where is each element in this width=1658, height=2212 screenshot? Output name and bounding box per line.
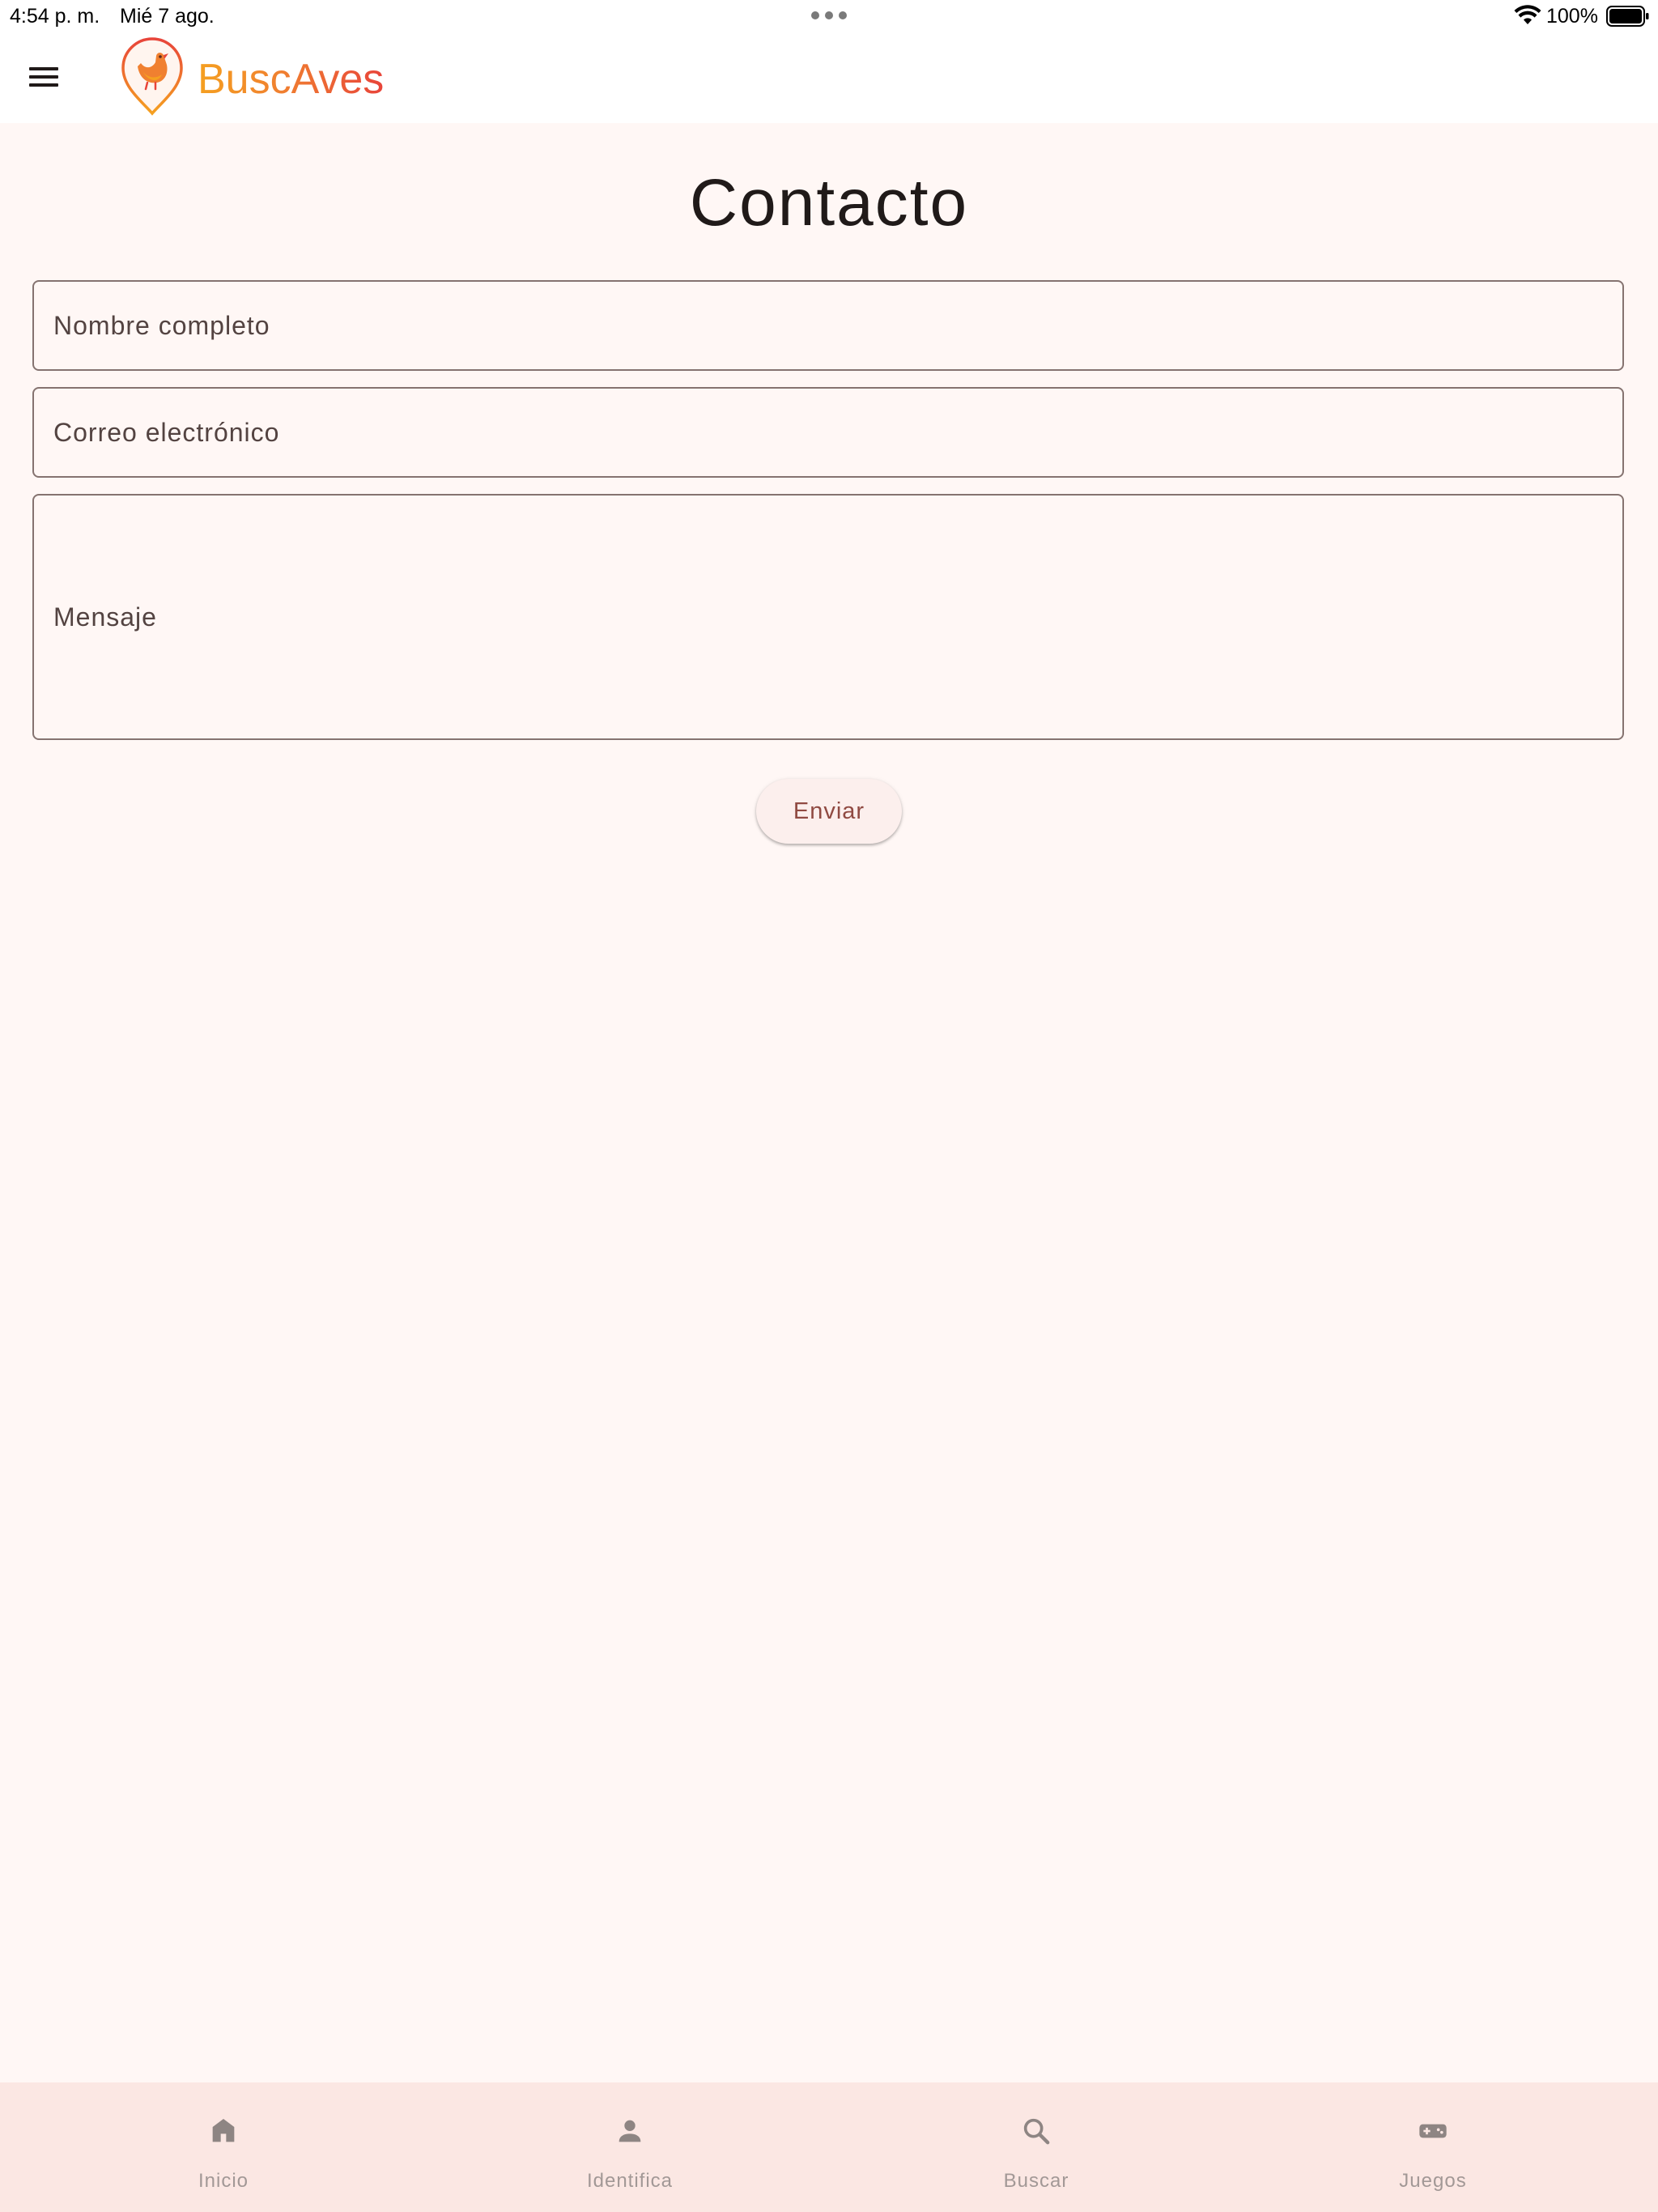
- email-field[interactable]: [32, 387, 1624, 478]
- page-title: Contacto: [689, 166, 969, 240]
- gamepad-icon: [1417, 2115, 1449, 2147]
- bird-location-pin-logo: [118, 36, 186, 117]
- message-field[interactable]: [32, 494, 1624, 740]
- nav-label-juegos: Juegos: [1399, 2170, 1467, 2192]
- hamburger-menu-icon[interactable]: [24, 60, 66, 96]
- nav-item-identifica[interactable]: [508, 2082, 751, 2212]
- bottom-navigation: [0, 2082, 1658, 2212]
- home-icon: [207, 2115, 240, 2147]
- nav-item-juegos[interactable]: [1312, 2082, 1554, 2212]
- wifi-icon: [1514, 5, 1541, 26]
- status-date: Mié 7 ago.: [120, 5, 215, 28]
- battery-icon: [1606, 6, 1650, 27]
- nav-label-inicio: Inicio: [198, 2170, 249, 2192]
- battery-percentage: 100%: [1546, 5, 1598, 28]
- person-icon: [614, 2115, 646, 2147]
- nav-label-identifica: Identifica: [586, 2170, 674, 2192]
- multitasking-dots-icon[interactable]: [811, 11, 847, 21]
- status-time: 4:54 p. m.: [10, 5, 100, 28]
- app-bar: [0, 32, 1658, 123]
- nav-item-inicio[interactable]: [102, 2082, 345, 2212]
- nav-label-buscar: Buscar: [1003, 2170, 1069, 2192]
- status-bar: [0, 0, 1658, 32]
- send-button[interactable]: Enviar: [756, 779, 902, 844]
- email-label: Correo electrónico: [53, 418, 280, 447]
- full-name-label: Nombre completo: [53, 311, 270, 340]
- app-name: BuscAves: [198, 53, 384, 105]
- message-label: Mensaje: [53, 602, 157, 632]
- full-name-field[interactable]: [32, 280, 1624, 371]
- nav-item-buscar[interactable]: [915, 2082, 1158, 2212]
- search-icon: [1020, 2115, 1052, 2147]
